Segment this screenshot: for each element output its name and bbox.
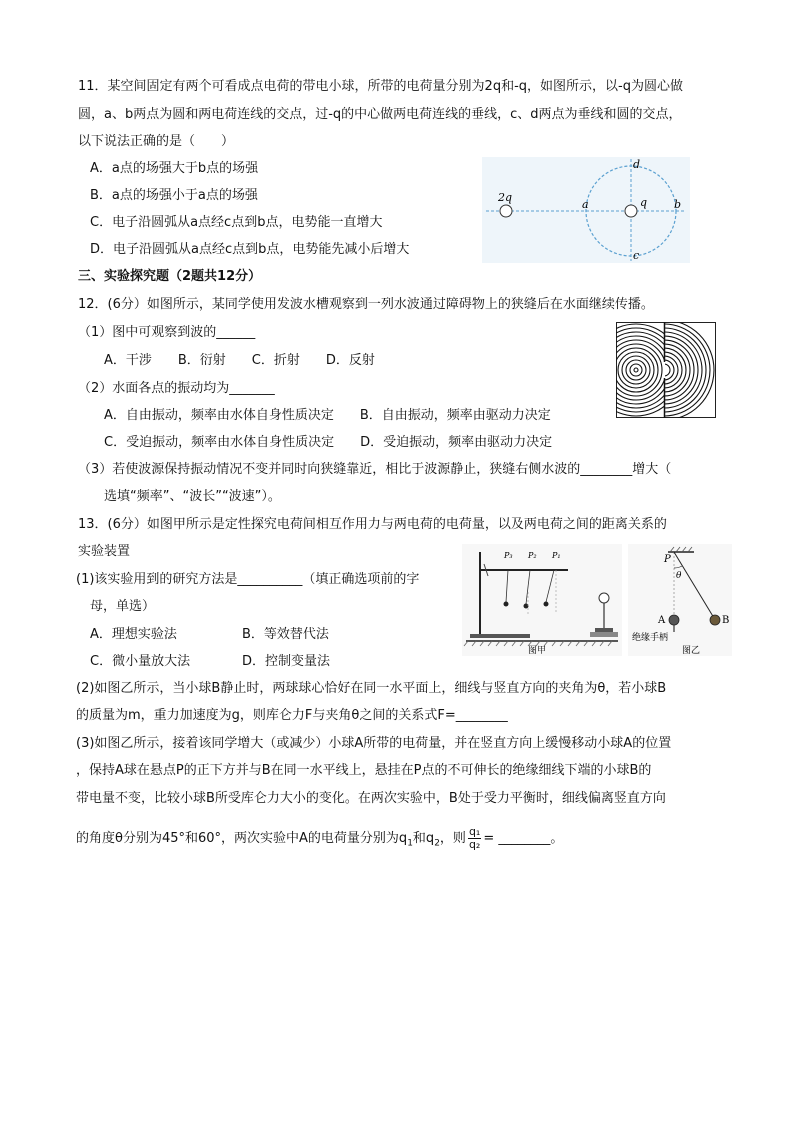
q12-sub2-options-row1[interactable]: A．自由振动，频率由水体自身性质决定 B．自由振动，频率由驱动力决定 [104,408,551,423]
q13-option-c[interactable]: C．微小量放大法 [90,654,191,669]
q12-wave-figure [616,322,716,418]
q12-sub3-line1: （3）若使波源保持振动情况不变并同时向狭缝靠近，相比于波源静止，狭缝右侧水波的________增大（ [78,462,672,477]
q12-sub2: （2）水面各点的振动均为_______ [78,381,275,396]
q11-option-d[interactable]: D．电子沿圆弧从a点经c点到b点，电势能先减小后增大 [90,242,410,257]
q11-circle-figure [482,157,690,263]
q11-stem-line1: 11．某空间固定有两个可看成点电荷的带电小球，所带的电荷量分别为2q和-q，如图所示，以-q为圆心做 [78,79,683,94]
label-p2: P₂ [528,551,537,560]
section3-title: 三、实验探究题（2题共12分） [78,269,262,284]
label-c: c [633,249,640,262]
q13-sub3-line4-post: ，则 [439,831,466,846]
ball-a [669,615,679,625]
q12-sub2-options-row2[interactable]: C．受迫振动，频率由水体自身性质决定 D．受迫振动，频率由驱动力决定 [104,435,553,450]
q13-sub3-line4-mid: 和q [412,831,435,846]
label-q: q [640,196,648,209]
q11-stem-line3: 以下说法正确的是（ ） [78,134,235,149]
label-handle: 绝缘手柄 [632,633,669,643]
q13-sub1-line1: (1)该实验用到的研究方法是__________（填正确选项前的字 [76,572,420,587]
charge-2q-ball [500,205,512,217]
label-p: P [664,554,671,565]
q13-figure-yi [628,544,732,656]
q13-sub3-line4 [76,826,563,855]
q13-figure-jia [462,544,622,656]
charge-q-ball [625,205,637,217]
label-a: A [658,615,666,626]
q11-option-b[interactable]: B．a点的场强小于a点的场强 [90,188,258,203]
q12-stem: 12．(6分）如图所示，某同学使用发波水槽观察到一列水波通过障碍物上的狭缝后在水面继续传播。 [78,297,654,312]
q13-sub3-line3: 带电量不变，比较小球B所受库仑力大小的变化。在两次实验中，B处于受力平衡时，细线偏离竖直方向 [76,791,666,806]
q13-stem-line2: 实验装置 [78,544,131,559]
q13-sub2-line2: 的质量为m，重力加速度为g，则库仑力F与夹角θ之间的关系式F=________ [76,708,508,723]
q13-option-a[interactable]: A．理想实验法 [90,627,177,642]
caption-yi: 图乙 [682,646,701,656]
q12-sub1-options[interactable]: A．干涉 B．衍射 C．折射 D．反射 [104,353,375,368]
q11-option-a[interactable]: A．a点的场强大于b点的场强 [90,161,259,176]
q13-sub2-line1: (2)如图乙所示，当小球B静止时，两球球心恰好在同一水平面上，细线与竖直方向的夹角为θ，若小球B [76,681,667,696]
q12-sub1: （1）图中可观察到波的______ [78,325,256,340]
q13-option-d[interactable]: D．控制变量法 [242,654,331,669]
label-p3: P₃ [504,551,513,560]
label-b: b [674,198,682,211]
q13-sub-2: 2 [434,838,440,849]
q12-sub3-line2: 选填“频率”、“波长”“波速”）。 [104,489,281,504]
label-p1: P₁ [552,551,561,560]
fraction-denominator: q₂ [468,838,481,851]
q13-sub1-line2: 母，单选） [90,599,156,614]
label-2q: 2q [498,191,513,204]
q13-sub3-line1: (3)如图乙所示，接着该同学增大（或减少）小球A所带的电荷量，并在竖直方向上缓慢移动小球A的位置 [76,736,672,751]
label-d: d [633,158,641,171]
label-a: a [582,198,589,211]
q13-sub-1: 1 [407,838,413,849]
q13-option-b[interactable]: B．等效替代法 [242,627,329,642]
q13-answer-blank[interactable]: = ________。 [483,831,564,846]
q13-sub3-line4-pre: 的角度θ分别为45°和60°，两次实验中A的电荷量分别为q [76,831,408,846]
ball-b [710,615,720,625]
q11-option-c[interactable]: C．电子沿圆弧从a点经c点到b点，电势能一直增大 [90,215,383,230]
fraction-numerator: q₁ [468,825,481,838]
q13-sub3-line2: ，保持A球在悬点P的正下方并与B在同一水平线上，悬挂在P点的不可伸长的绝缘细线下端的小球B的 [76,763,652,778]
q13-stem-line1: 13．(6分）如图甲所示是定性探究电荷间相互作用力与两电荷的电荷量，以及两电荷之间的距离关系的 [78,517,667,532]
label-b: B [722,615,730,626]
caption-jia: 图甲 [528,646,547,656]
label-theta: θ [676,571,682,581]
q13-ratio-fraction [468,826,481,851]
q11-stem-line2: 圆，a、b两点为圆和两电荷连线的交点，过-q的中心做两电荷连线的垂线，c、d两点为垂线和圆的交点， [78,107,682,122]
